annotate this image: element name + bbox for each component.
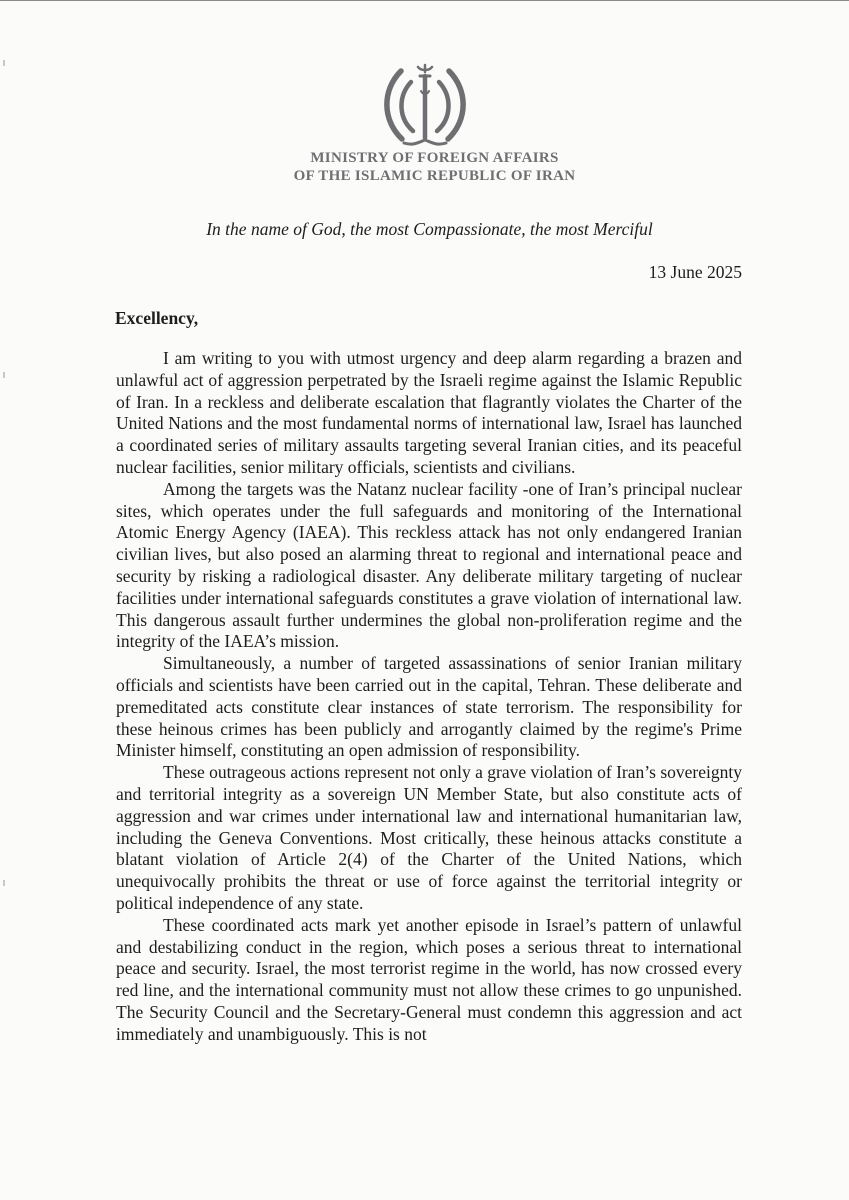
top-edge-rule: [0, 0, 849, 1]
iran-emblem-icon: [384, 62, 466, 148]
ministry-line-1: MINISTRY OF FOREIGN AFFAIRS: [310, 150, 559, 166]
ministry-line-2: OF THE ISLAMIC REPUBLIC OF IRAN: [293, 168, 576, 184]
letter-body: [116, 348, 742, 1046]
body-paragraph: Among the targets was the Natanz nuclear facility -one of Iran’s principal nuclear sites, which operates under the full safeguards and monitoring of the International Atomic Energy Agency (IAEA). This reckless attack has not only endangered Iranian civilian lives, but also posed an alarming threat to regional and international peace and security by risking a radiological disaster. Any deliberate military targeting of nuclear facilities under international safeguards constitutes a grave violation of international law. This dangerous assault further undermines the global non-proliferation regime and the integrity of the IAEA’s mission.: [116, 478, 742, 652]
salutation: Excellency,: [115, 308, 199, 328]
letter-date: 13 June 2025: [648, 262, 742, 282]
body-paragraph: Simultaneously, a number of targeted assassinations of senior Iranian military officials and scientists have been carried out in the capital, Tehran. These deliberate and premeditated acts constitute clear instances of state terrorism. The responsibility for these heinous crimes has been publicly and arrogantly claimed by the regime's Prime Minister himself, constituting an open admission of responsibility.: [116, 653, 742, 761]
invocation-line: In the name of God, the most Compassionate, the most Merciful: [206, 219, 653, 239]
body-paragraph: I am writing to you with utmost urgency and deep alarm regarding a brazen and unlawful act of aggression perpetrated by the Israeli regime against the Islamic Republic of Iran. In a reckless and deliberate escalation that flagrantly violates the Charter of the United Nations and the most fundamental norms of international law, Israel has launched a coordinated series of military assaults targeting several Iranian cities, and its peaceful nuclear facilities, senior military officials, scientists and civilians.: [116, 348, 742, 477]
body-paragraph: These coordinated acts mark yet another episode in Israel’s pattern of unlawful and destabilizing conduct in the region, which poses a serious threat to international peace and security. Israel, the most terrorist regime in the world, has now crossed every red line, and the international community must not allow these crimes to go unpunished. The Security Council and the Secretary-General must condemn this aggression and act immediately and unambiguously. This is not: [116, 914, 742, 1044]
scan-edge-mark: [3, 372, 5, 378]
scan-edge-mark: [3, 60, 5, 66]
scan-edge-mark: [3, 880, 5, 886]
ministry-heading: [0, 149, 849, 185]
body-paragraph: These outrageous actions represent not only a grave violation of Iran’s sovereignty and territorial integrity as a sovereign UN Member State, but also constitute acts of aggression and war crimes under international law and international humanitarian law, including the Geneva Conventions. Most critically, these heinous attacks constitute a blatant violation of Article 2(4) of the Charter of the United Nations, which unequivocally prohibits the threat or use of force against the territorial integrity or political independence of any state.: [116, 762, 742, 913]
